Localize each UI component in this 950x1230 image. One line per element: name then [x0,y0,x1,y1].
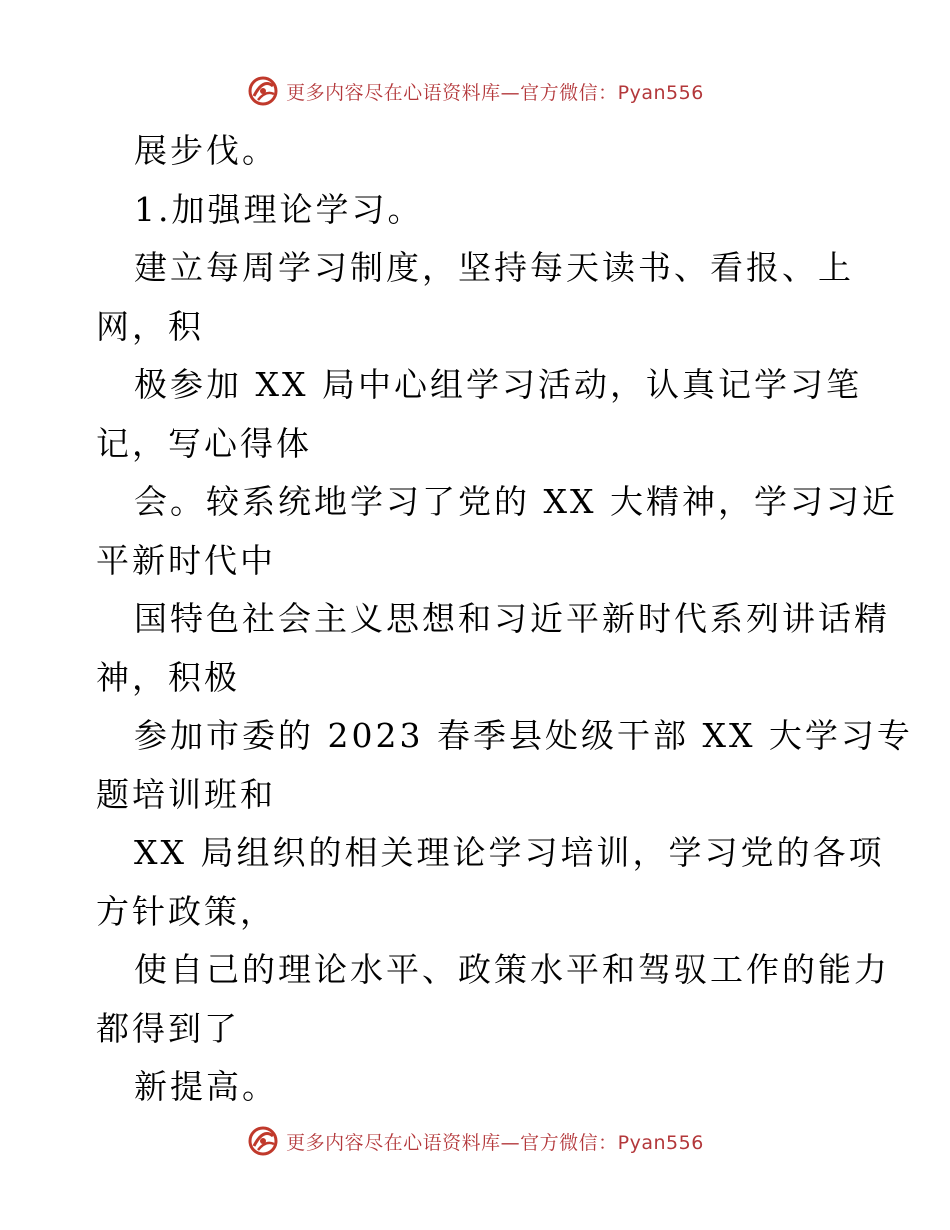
red-swirl-logo-icon [246,1124,280,1158]
body-line-9: 国特色社会主义思想和习近平新时代系列讲话精 [134,599,890,638]
header-watermark-banner [0,71,950,111]
footer-watermark-text: 更多内容尽在心语资料库—官方微信：Pyan556 [286,1131,704,1154]
body-line-4: 网，积 [96,306,204,346]
red-swirl-logo-icon [246,74,280,108]
body-line-13: XX 局组织的相关理论学习培训，学习党的各项 [134,833,885,872]
body-line-12: 题培训班和 [96,774,276,814]
body-line-11: 参加市委的 2023 春季县处级干部 XX 大学习专 [134,716,913,755]
body-line-14: 方针政策， [96,891,276,931]
body-line-17: 新提高。 [134,1067,278,1106]
body-line-10: 神，积极 [96,657,240,697]
header-watermark-text: 更多内容尽在心语资料库—官方微信：Pyan556 [286,81,704,104]
document-body [96,122,913,1117]
body-line-5: 极参加 XX 局中心组学习活动，认真记学习笔 [134,365,862,404]
body-line-6: 记，写心得体 [96,423,312,463]
body-line-15: 使自己的理论水平、政策水平和驾驭工作的能力 [134,950,890,989]
body-line-1: 展步伐。 [134,131,278,170]
body-line-16: 都得到了 [96,1008,240,1048]
body-line-7: 会。较系统地学习了党的 XX 大精神，学习习近 [134,482,898,521]
body-line-2: 1.加强理论学习。 [134,189,424,229]
body-line-3: 建立每周学习制度，坚持每天读书、看报、上 [134,248,854,287]
footer-watermark-banner [0,1121,950,1161]
body-line-8: 平新时代中 [96,540,276,580]
